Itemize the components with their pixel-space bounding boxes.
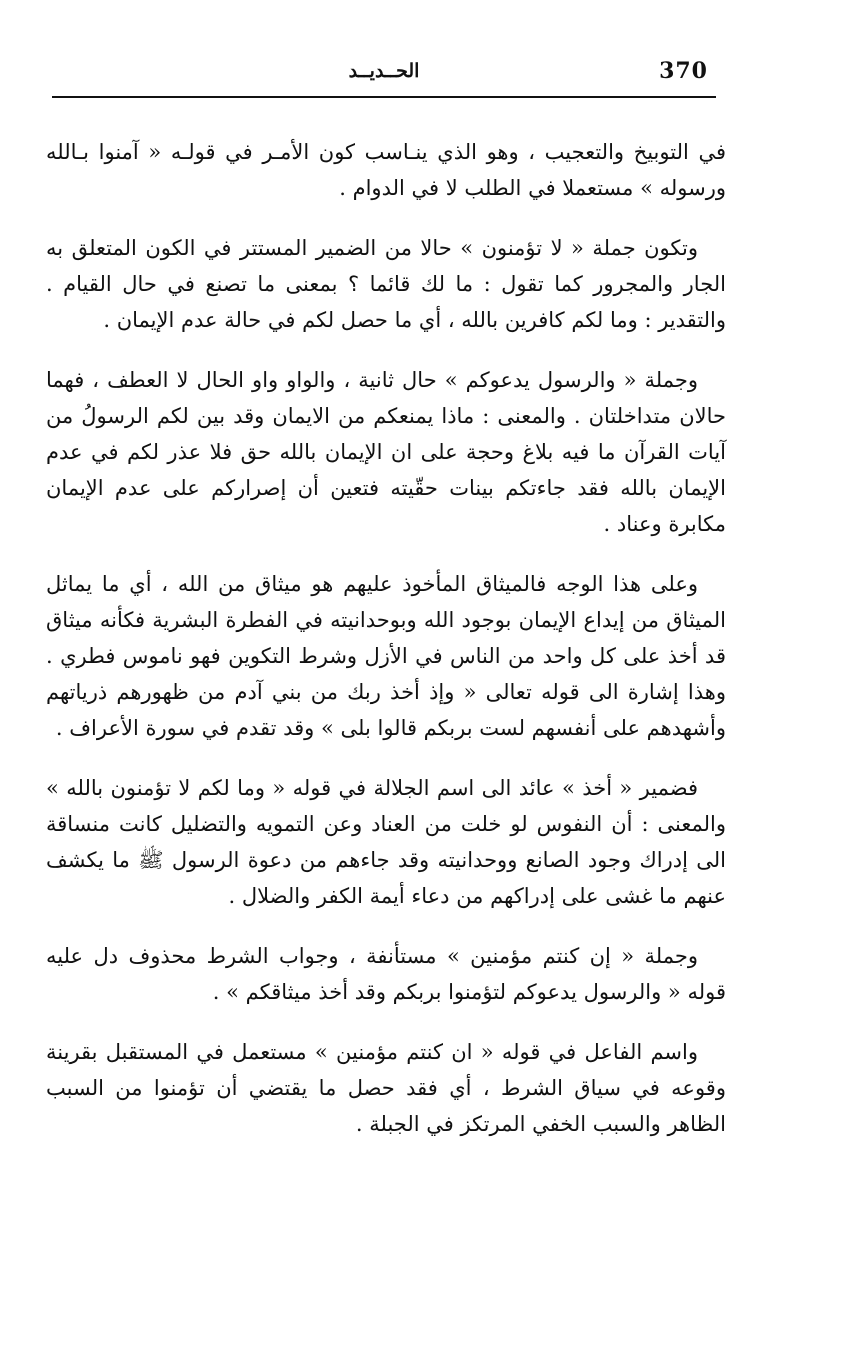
paragraph: وجملة « إن كنتم مؤمنين » مستأنفة ، وجواب الشرط محذوف دل عليه قوله « والرسول يدعوكم لتؤمنوا بربكم وقد أخذ ميثاقكم » . bbox=[46, 944, 726, 1004]
paragraph: واسم الفاعل في قوله « ان كنتم مؤمنين » مستعمل في المستقبل بقرينة وقوعه في سياق الشرط ، أي فقد حصل ما يقتضي أن تؤمنوا من السبب الظاهر والسبب الخفي المرتكز في الجبلة . bbox=[46, 1040, 726, 1136]
page-number: 370 bbox=[659, 58, 708, 84]
paragraph: فضمير « أخذ » عائد الى اسم الجلالة في قوله « وما لكم لا تؤمنون بالله » والمعنى : أن النفوس لو خلت من العناد وعن التمويه والتضليل كانت منساقة الى إدراك وجود الصانع ووحدانيته وقد جاءهم من دعوة الرسول ﷺ ما يكشف عنهم ما غشى على إدراكهم من دعاء أيمة الكفر والضلال . bbox=[46, 776, 726, 908]
header-divider bbox=[52, 96, 716, 98]
paragraph: وتكون جملة « لا تؤمنون » حالا من الضمير المستتر في الكون المتعلق به الجار والمجرور كما تقول : ما لك قائما ؟ بمعنى ما تصنع في حال القيام . والتقدير : وما لكم كافرين بالله ، أي ما حصل لكم في حالة عدم الإيمان . bbox=[46, 236, 726, 332]
paragraph: وجملة « والرسول يدعوكم » حال ثانية ، والواو واو الحال لا العطف ، فهما حالان متداخلتان . والمعنى : ماذا يمنعكم من الايمان وقد بين لكم الرسولُ من آيات القرآن ما فيه بلاغ وحجة على ان الإيمان بالله حق فلا عذر لكم في عدم الإيمان بالله فقد جاءتكم بينات حقّيته فتعين أن إصراركم على عدم الإيمان مكابرة وعناد . bbox=[46, 368, 726, 536]
page-body bbox=[46, 134, 726, 1166]
running-title: الحــديــد bbox=[348, 60, 420, 82]
paragraph: وعلى هذا الوجه فالميثاق المأخوذ عليهم هو ميثاق من الله ، أي ما يماثل الميثاق من إيداع الإيمان بوجود الله وبوحدانيته في الفطرة البشرية فكأنه ميثاق قد أخذ على كل واحد من الناس في الأزل وشرط التكوين فهو ناموس فطري . وهذا إشارة الى قوله تعالى « وإذ أخذ ربك من بني آدم من ظهورهم ذرياتهم وأشهدهم على أنفسهم لست بربكم قالوا بلى » وقد تقدم في سورة الأعراف . bbox=[46, 572, 726, 740]
paragraph: في التوبيخ والتعجيب ، وهو الذي ينـاسب كون الأمـر في قولـه « آمنوا بـالله ورسوله » مستعملا في الطلب لا في الدوام . bbox=[46, 140, 726, 200]
page-header bbox=[52, 58, 716, 94]
